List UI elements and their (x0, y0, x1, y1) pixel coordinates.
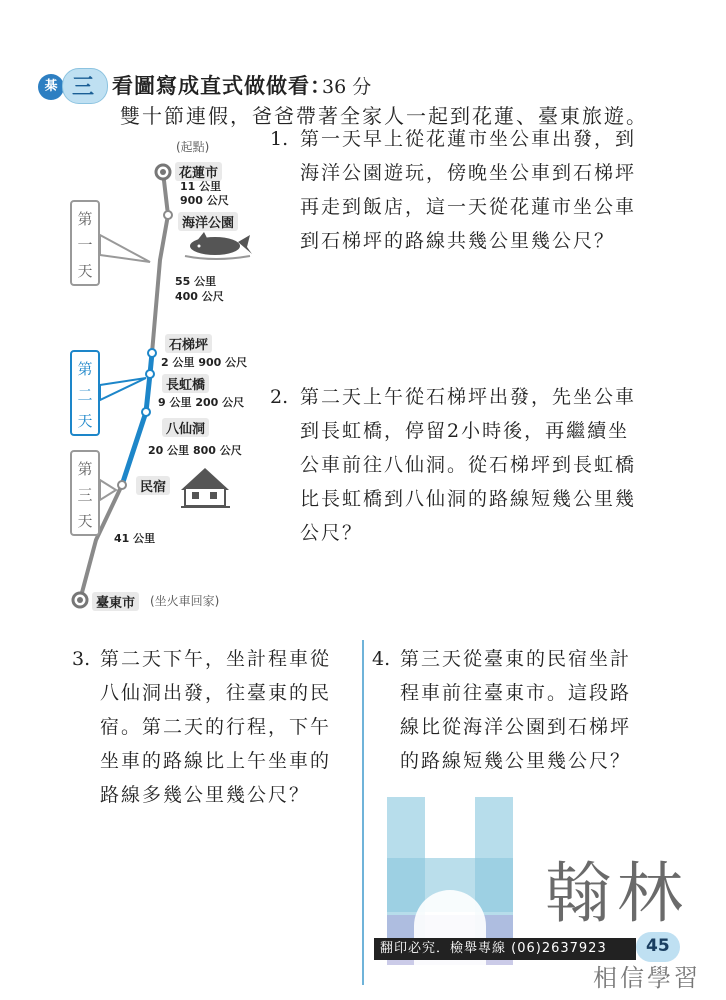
question-2-text: 第二天上午從石梯坪出發，先坐公車 到長虹橋，停留2小時後，再繼續坐 公車前往八仙洞。從石梯坪到長虹橋 比長虹橋到八仙洞的路線短幾公里幾 公尺？ (300, 386, 637, 544)
whale-icon (185, 232, 252, 259)
day3-tag: 第 三 天 (70, 450, 100, 536)
distance-1b: 900 公尺 (180, 194, 229, 207)
question-3-text: 第二天下午，坐計程車從 八仙洞出發，往臺東的民 宿。第二天的行程，下午 坐車的路線比上午坐車的 路線多幾公里幾公尺？ (100, 648, 332, 806)
distance-6: 41 公里 (114, 532, 156, 545)
footer-notice: 翻印必究．檢舉專線 (06)2637923 (374, 938, 636, 960)
distance-2: 55 公里 (175, 275, 217, 288)
watermark-slogan: 相信學習 (593, 964, 701, 992)
intro-text: 雙十節連假，爸爸帶著全家人一起到花蓮、臺東旅遊。 (120, 104, 648, 128)
question-1-text: 第一天早上從花蓮市坐公車出發，到 海洋公園遊玩，傍晚坐公車到石梯坪 再走到飯店，這一天從花蓮市坐公車 到石梯坪的路線共幾公里幾公尺？ (300, 128, 637, 252)
stop-label-baxian: 八仙洞 (162, 418, 209, 437)
day1-tag: 第 一 天 (70, 200, 100, 286)
section-icon: 棊 (38, 74, 64, 100)
distance-5: 20 公里 800 公尺 (148, 444, 242, 457)
section-number: 三 (72, 74, 95, 100)
stop-label-minsu: 民宿 (136, 476, 170, 495)
stop-marker-minsu (118, 481, 126, 489)
start-note: (起點) (176, 140, 210, 154)
question-3-number: 3. (72, 648, 91, 670)
distance-3: 2 公里 900 公尺 (161, 356, 248, 369)
day2-tag: 第 二 天 (70, 350, 100, 436)
question-4-number: 4. (372, 648, 391, 670)
section-title: 看圖寫成直式做做看： (112, 73, 332, 98)
distance-4: 9 公里 200 公尺 (158, 396, 245, 409)
column-divider (362, 640, 364, 985)
distance-1: 11 公里 (180, 180, 222, 193)
question-1-number: 1. (270, 128, 289, 150)
question-2-number: 2. (270, 386, 289, 408)
stop-label-changhong: 長虹橋 (162, 374, 209, 393)
house-icon (181, 468, 230, 507)
stop-label-hualien: 花蓮市 (175, 162, 222, 181)
stop-marker-shitiping (148, 349, 156, 357)
question-4-text: 第三天從臺東的民宿坐計 程車前往臺東市。這段路 線比從海洋公園到石梯坪 的路線短幾公里幾公尺？ (400, 648, 632, 772)
stop-label-taitung: 臺東市 (92, 592, 139, 611)
watermark-brand: 翰林 (545, 855, 689, 932)
page-number: 45 (646, 936, 670, 956)
stop-marker-changhong (146, 370, 154, 378)
stop-marker-baxian (142, 408, 150, 416)
distance-2b: 400 公尺 (175, 290, 224, 303)
stop-label-shitiping: 石梯坪 (165, 334, 212, 353)
route-day1-line (152, 172, 168, 353)
stop-label-ocean-park: 海洋公園 (178, 212, 238, 231)
time-limit: 36 分 (322, 76, 372, 98)
end-note: (坐火車回家) (150, 594, 220, 608)
stop-marker-ocean-park (164, 211, 172, 219)
